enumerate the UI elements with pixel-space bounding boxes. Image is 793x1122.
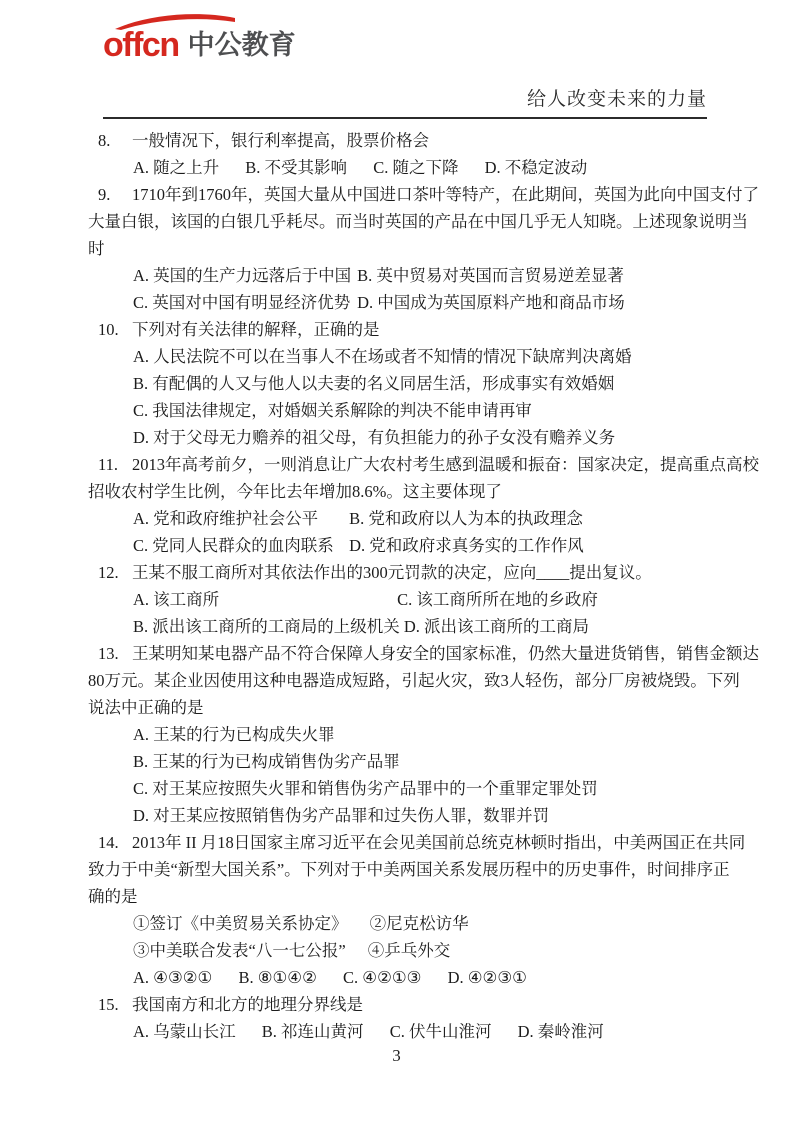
- logo-swoosh-icon: [113, 12, 239, 30]
- numbered-item-cell: ①签订《中美贸易关系协定》: [133, 914, 348, 933]
- option-cell: A. 随之上升: [133, 158, 220, 177]
- option-cell: B. ⑧①④②: [238, 968, 317, 987]
- question-stem-line: 时: [88, 239, 105, 258]
- brand-wordmark: [103, 12, 179, 62]
- option-cell: B. 祁连山黄河: [261, 1022, 364, 1041]
- option-cell: C. 我国法律规定，对婚姻关系解除的判决不能申请再审: [133, 401, 532, 420]
- option-row: [88, 505, 707, 532]
- question-stem-line: 致力于中美“新型大国关系”。下列对于中美两国关系发展历程中的历史事件，时间排序正: [88, 860, 730, 879]
- option-row: [88, 721, 707, 748]
- option-row: [88, 802, 707, 829]
- numbered-item-row: [88, 910, 707, 937]
- option-cell: C. ④②①③: [343, 968, 422, 987]
- question-stem-line: [88, 640, 759, 667]
- question-stem-line: [88, 559, 707, 586]
- brand-logo: [103, 12, 296, 62]
- option-cell: D. 中国成为英国原料产地和商品市场: [357, 293, 625, 312]
- option-row: [88, 748, 707, 775]
- option-cell: A. 党和政府维护社会公平: [133, 509, 319, 528]
- option-cell: C. 伏牛山淮河: [389, 1022, 492, 1041]
- option-row: [88, 343, 707, 370]
- page-header: [103, 0, 707, 119]
- question-stem-line: [88, 991, 707, 1018]
- question-stem-line: [88, 127, 707, 154]
- option-cell: B. 英中贸易对英国而言贸易逆差显著: [357, 266, 624, 285]
- option-cell: C. 党同人民群众的血肉联系: [133, 536, 334, 555]
- option-row: [88, 397, 707, 424]
- option-cell: D. 党和政府求真务实的工作作风: [349, 536, 584, 555]
- question-number: 14.: [98, 833, 119, 852]
- question-number: 11.: [98, 455, 119, 474]
- question-stem-line: 确的是: [88, 887, 138, 906]
- option-cell: B. 党和政府以人为本的执政理念: [349, 509, 583, 528]
- option-cell: C. 随之下降: [373, 158, 459, 177]
- option-row: [88, 262, 707, 289]
- option-row: [88, 289, 707, 316]
- question-number: 10.: [98, 320, 119, 339]
- option-cell: D. 不稳定波动: [484, 158, 588, 177]
- option-cell: B. 派出该工商所的工商局的上级机关: [133, 617, 400, 636]
- option-cell: A. 英国的生产力远落后于中国: [133, 266, 352, 285]
- brand-cn-text: 中公教育: [187, 30, 296, 60]
- question-number: 15.: [98, 995, 119, 1014]
- question-stem-line: 说法中正确的是: [88, 698, 204, 717]
- option-cell: D. 派出该工商所的工商局: [403, 617, 590, 636]
- question-number: 12.: [98, 563, 119, 582]
- page-number: 3: [392, 1046, 401, 1065]
- question-stem-text: 王某明知某电器产品不符合保障人身安全的国家标准，仍然大量进货销售，销售金额达: [132, 644, 759, 663]
- question-stem-line: [88, 181, 759, 208]
- option-cell: A. 乌蒙山长江: [133, 1022, 236, 1041]
- option-row: [88, 370, 707, 397]
- question-number: 9.: [98, 185, 111, 204]
- option-cell: D. ④②③①: [447, 968, 527, 987]
- question-number: 8.: [98, 131, 111, 150]
- question-number: 13.: [98, 644, 119, 663]
- question-stem-line: [88, 316, 707, 343]
- question-stem-line: 80万元。某企业因使用这种电器造成短路，引起火灾，致3人轻伤，部分厂房被烧毁。下列: [88, 671, 740, 690]
- option-row: [88, 775, 707, 802]
- option-cell: A. 人民法院不可以在当事人不在场或者不知情的情况下缺席判决离婚: [133, 347, 632, 366]
- option-cell: C. 对王某应按照失火罪和销售伪劣产品罪中的一个重罪定罪处罚: [133, 779, 598, 798]
- option-cell: B. 有配偶的人又与他人以夫妻的名义同居生活，形成事实有效婚姻: [133, 374, 615, 393]
- question-stem-line: [88, 451, 759, 478]
- question-stem-text: 2013年 II 月18日国家主席习近平在会见美国前总统克林顿时指出，中美两国正在共同: [132, 833, 746, 852]
- option-cell: B. 不受其影响: [245, 158, 348, 177]
- numbered-item-cell: ②尼克松访华: [369, 914, 469, 933]
- option-row: [88, 424, 707, 451]
- numbered-item-row: [88, 937, 707, 964]
- option-row: [88, 1018, 707, 1045]
- option-cell: D. 对王某应按照销售伪劣产品罪和过失伤人罪，数罪并罚: [133, 806, 550, 825]
- question-stem-text: 1710年到1760年，英国大量从中国进口茶叶等特产，在此期间，英国为此向中国支付了: [132, 185, 759, 204]
- question-stem-line: [88, 829, 746, 856]
- header-tagline: 给人改变未来的力量: [526, 89, 707, 110]
- option-row: [88, 613, 707, 640]
- option-cell: D. 对于父母无力赡养的祖父母，有负担能力的孙子女没有赡养义务: [133, 428, 616, 447]
- question-stem-text: 2013年高考前夕，一则消息让广大农村考生感到温暖和振奋：国家决定，提高重点高校: [132, 455, 759, 474]
- option-cell: D. 秦岭淮河: [517, 1022, 604, 1041]
- option-cell: A. 王某的行为已构成失火罪: [133, 725, 335, 744]
- question-stem-line: 招收农村学生比例，今年比去年增加8.6%。这主要体现了: [88, 482, 502, 501]
- question-list: [88, 119, 759, 1045]
- numbered-item-cell: ③中美联合发表“八一七公报”: [133, 941, 346, 960]
- question-stem-text: 一般情况下，银行利率提高，股票价格会: [132, 131, 429, 150]
- question-stem-line: 大量白银，该国的白银几乎耗尽。而当时英国的产品在中国几乎无人知晓。上述现象说明当: [88, 212, 748, 231]
- option-row: [88, 154, 707, 181]
- question-stem-text: 王某不服工商所对其依法作出的300元罚款的决定，应向____提出复议。: [132, 563, 652, 582]
- option-row: [88, 586, 707, 613]
- option-cell: B. 王某的行为已构成销售伪劣产品罪: [133, 752, 400, 771]
- question-stem-text: 我国南方和北方的地理分界线是: [132, 995, 363, 1014]
- option-cell: C. 该工商所所在地的乡政府: [397, 590, 598, 609]
- numbered-item-cell: ④乒乓外交: [367, 941, 451, 960]
- option-cell: C. 英国对中国有明显经济优势: [133, 293, 351, 312]
- question-stem-text: 下列对有关法律的解释，正确的是: [132, 320, 380, 339]
- option-row: [88, 532, 707, 559]
- brand-latin-text: offcn: [103, 26, 179, 64]
- option-cell: A. 该工商所: [133, 590, 220, 609]
- option-cell: A. ④③②①: [133, 968, 213, 987]
- option-row: [88, 964, 707, 991]
